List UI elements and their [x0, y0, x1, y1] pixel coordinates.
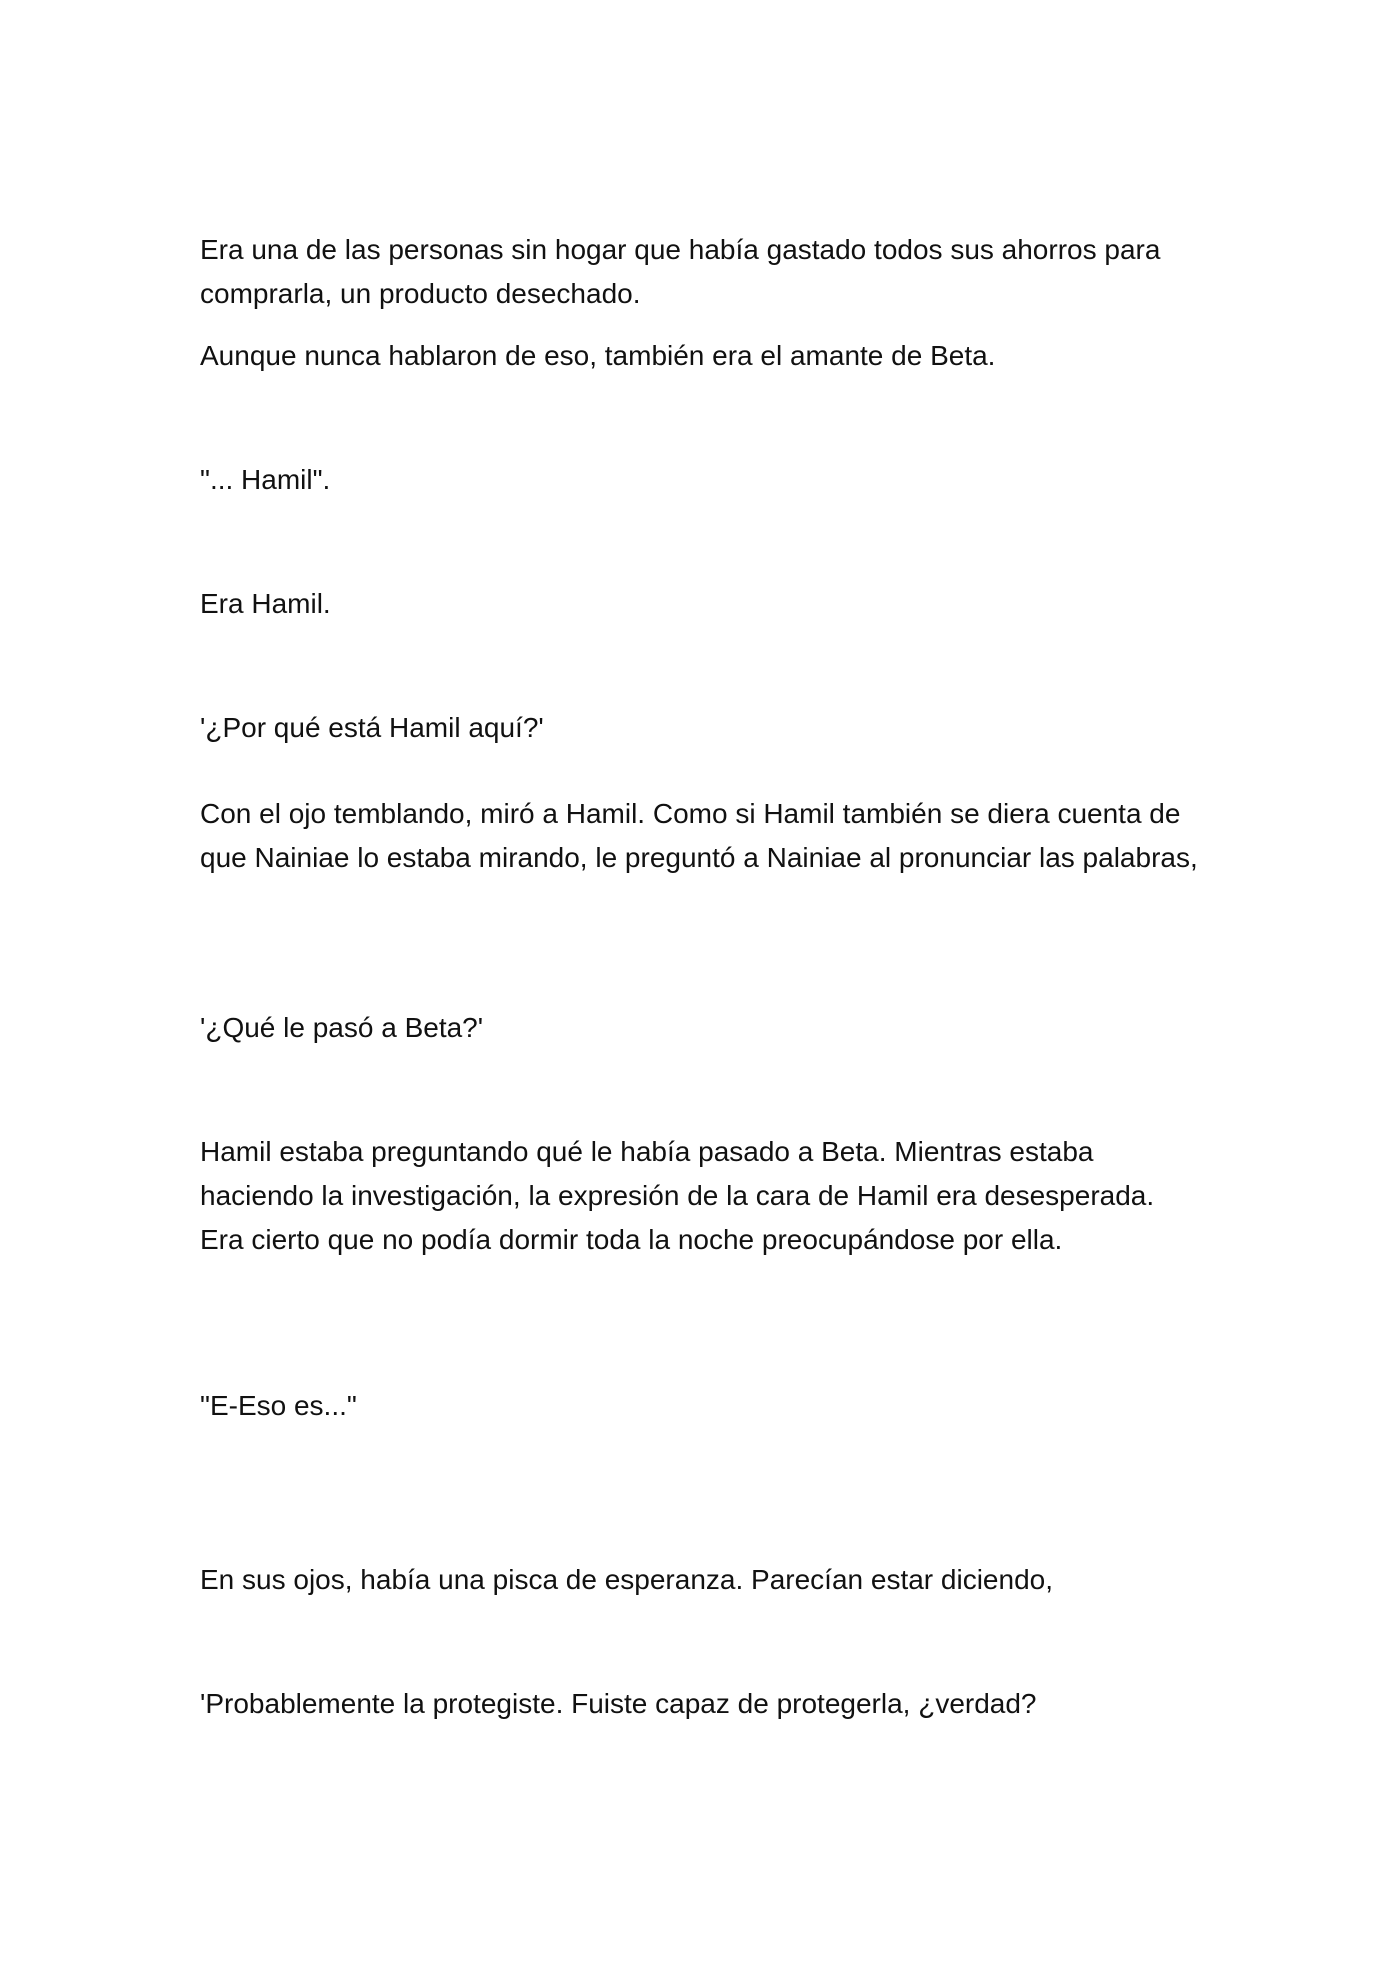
paragraph-11: 'Probablemente la protegiste. Fuiste capaz de protegerla, ¿verdad?	[200, 1688, 1037, 1719]
paragraph-4: Era Hamil.	[200, 588, 331, 619]
paragraph-7: '¿Qué le pasó a Beta?'	[200, 1012, 484, 1043]
paragraph-2: Aunque nunca hablaron de eso, también era el amante de Beta.	[200, 340, 996, 371]
paragraph-6: Con el ojo temblando, miró a Hamil. Como si Hamil también se diera cuenta de que Nainiae lo estaba mirando, le preguntó a Nainiae al pronunciar las palabras,	[200, 798, 1198, 873]
paragraph-5: '¿Por qué está Hamil aquí?'	[200, 712, 544, 743]
paragraph-1: Era una de las personas sin hogar que había gastado todos sus ahorros para comprarla, un producto desechado.	[200, 234, 1161, 309]
paragraph-10: En sus ojos, había una pisca de esperanza. Parecían estar diciendo,	[200, 1564, 1053, 1595]
paragraph-9: "E-Eso es..."	[200, 1390, 357, 1421]
paragraph-3: "... Hamil".	[200, 464, 331, 495]
paragraph-8: Hamil estaba preguntando qué le había pasado a Beta. Mientras estaba haciendo la investigación, la expresión de la cara de Hamil era desesperada. Era cierto que no podía dormir toda la noche preocupándose por ella.	[200, 1136, 1155, 1255]
